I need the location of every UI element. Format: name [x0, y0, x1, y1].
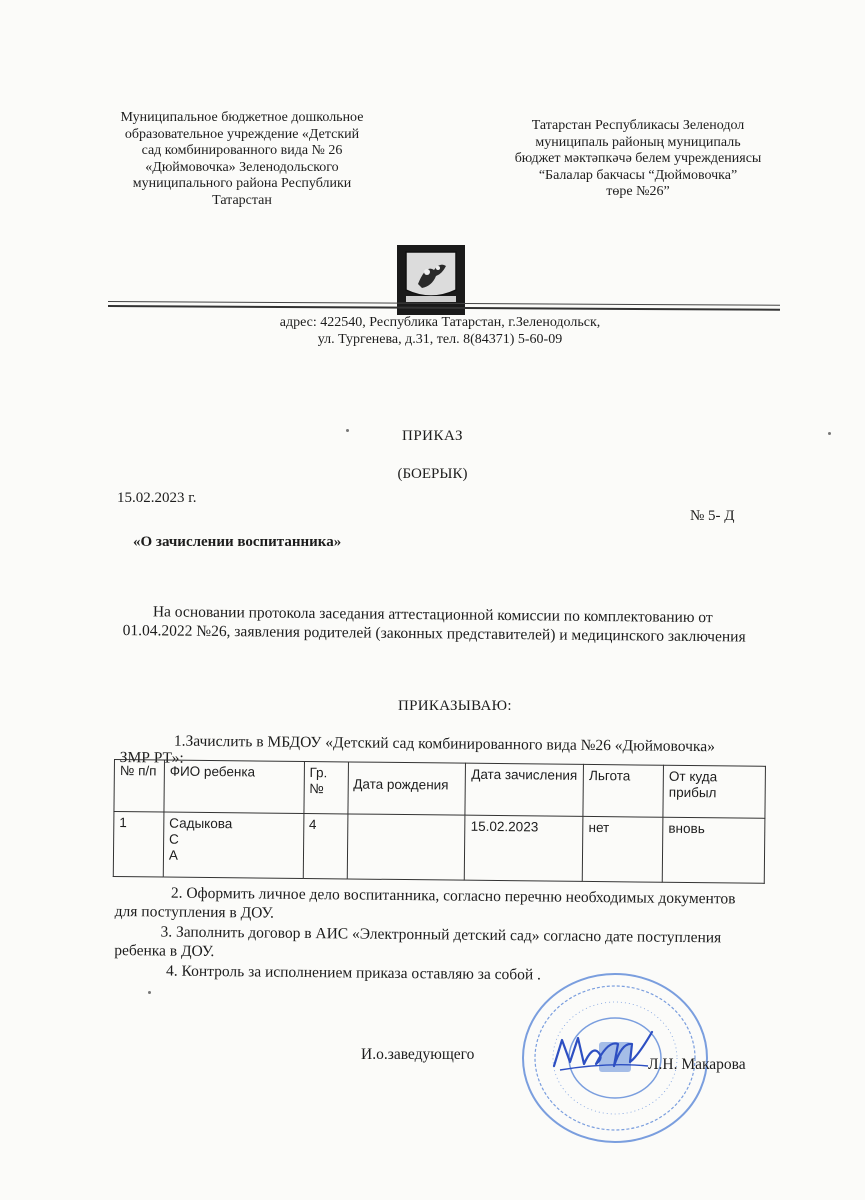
organization-name-ru — [92, 110, 392, 209]
org-line: образовательное учреждение «Детский — [124, 126, 360, 142]
scan-speck — [346, 429, 349, 432]
document-title: ПРИКАЗ — [402, 428, 463, 444]
column-header: № п/п — [114, 760, 164, 813]
org-line: муниципального района Республики — [132, 176, 352, 191]
address-line: ул. Тургенева, д.31, тел. 8(84371) 5-60-09 — [317, 332, 563, 347]
name-line: А — [168, 847, 178, 863]
org-line: төре №26” — [606, 184, 670, 199]
cell-birth-date — [347, 814, 465, 880]
organization-name-tt — [488, 118, 788, 201]
emblem-icon — [396, 244, 466, 316]
document-subject: «О зачислении воспитанника» — [133, 534, 342, 550]
enrollment-table — [113, 759, 766, 884]
address-block — [240, 314, 640, 348]
signature-icon — [548, 1022, 658, 1078]
scan-speck — [148, 991, 151, 994]
cell-number: 1 — [113, 812, 164, 878]
cell-group: 4 — [303, 813, 348, 878]
org-line: муниципаль районың муниципаль — [535, 134, 741, 150]
org-line: “Балалар бакчасы “Дюймовочка” — [538, 167, 738, 183]
column-header: От куда прибыл — [663, 765, 765, 818]
order-item-3: 3. Заполнить договор в АИС «Электронный детский сад» согласно дате поступления ребенка в ДОУ. — [114, 923, 722, 960]
column-header: ФИО ребенка — [164, 760, 304, 813]
column-header: Дата рождения — [347, 762, 465, 815]
column-header: Льгота — [583, 764, 663, 817]
org-line: Муниципальное бюджетное дошкольное — [120, 110, 364, 125]
document-number: № 5- Д — [690, 508, 735, 524]
scan-speck — [828, 432, 831, 435]
order-item-4: 4. Контроль за исполнением приказа оставляю за собой . — [166, 962, 542, 984]
name-line: С — [168, 831, 179, 847]
order-heading: ПРИКАЗЫВАЮ: — [398, 698, 512, 714]
column-header: Гр. № — [304, 761, 348, 813]
basis-paragraph: На основании протокола заседания аттестационной комиссии по комплектованию от 01.04.2022 №26, заявления родителей (законных представителей) и медицинского заключения — [122, 603, 746, 646]
org-line: сад комбинированного вида № 26 — [141, 143, 343, 158]
org-line: «Дюймовочка» Зеленодольского — [145, 159, 339, 175]
cell-origin: вновь — [662, 817, 765, 883]
cell-child-name — [163, 812, 303, 878]
document-title-tatar: (БОЕРЫК) — [397, 466, 468, 482]
org-line: Татарстан Республикасы Зеленодол — [531, 118, 745, 133]
name-line: Садыкова — [169, 815, 233, 832]
org-line: бюджет мәктәпкәчә белем учреждениясы — [514, 151, 762, 166]
cell-enroll-date: 15.02.2023 — [465, 815, 584, 881]
org-line: Татарстан — [212, 192, 272, 208]
column-header: Дата зачисления — [465, 763, 583, 816]
order-item-2: 2. Оформить личное дело воспитанника, согласно перечню необходимых документов для поступления в ДОУ. — [114, 884, 736, 922]
document-date: 15.02.2023 г. — [117, 490, 197, 506]
signatory-name: Л.Н. Макарова — [648, 1056, 746, 1073]
enrollment-table-wrapper — [113, 759, 766, 884]
cell-benefit: нет — [582, 816, 663, 882]
signatory-role: И.о.заведующего — [361, 1046, 475, 1063]
table-row — [113, 812, 765, 884]
address-line: адрес: 422540, Республика Татарстан, г.Зеленодольск, — [279, 315, 601, 330]
table-header-row — [114, 760, 766, 819]
order-item-1: 1.Зачислить в МБДОУ «Детский сад комбинированного вида №26 «Дюймовочка» ЗМР РТ»: — [119, 732, 715, 767]
